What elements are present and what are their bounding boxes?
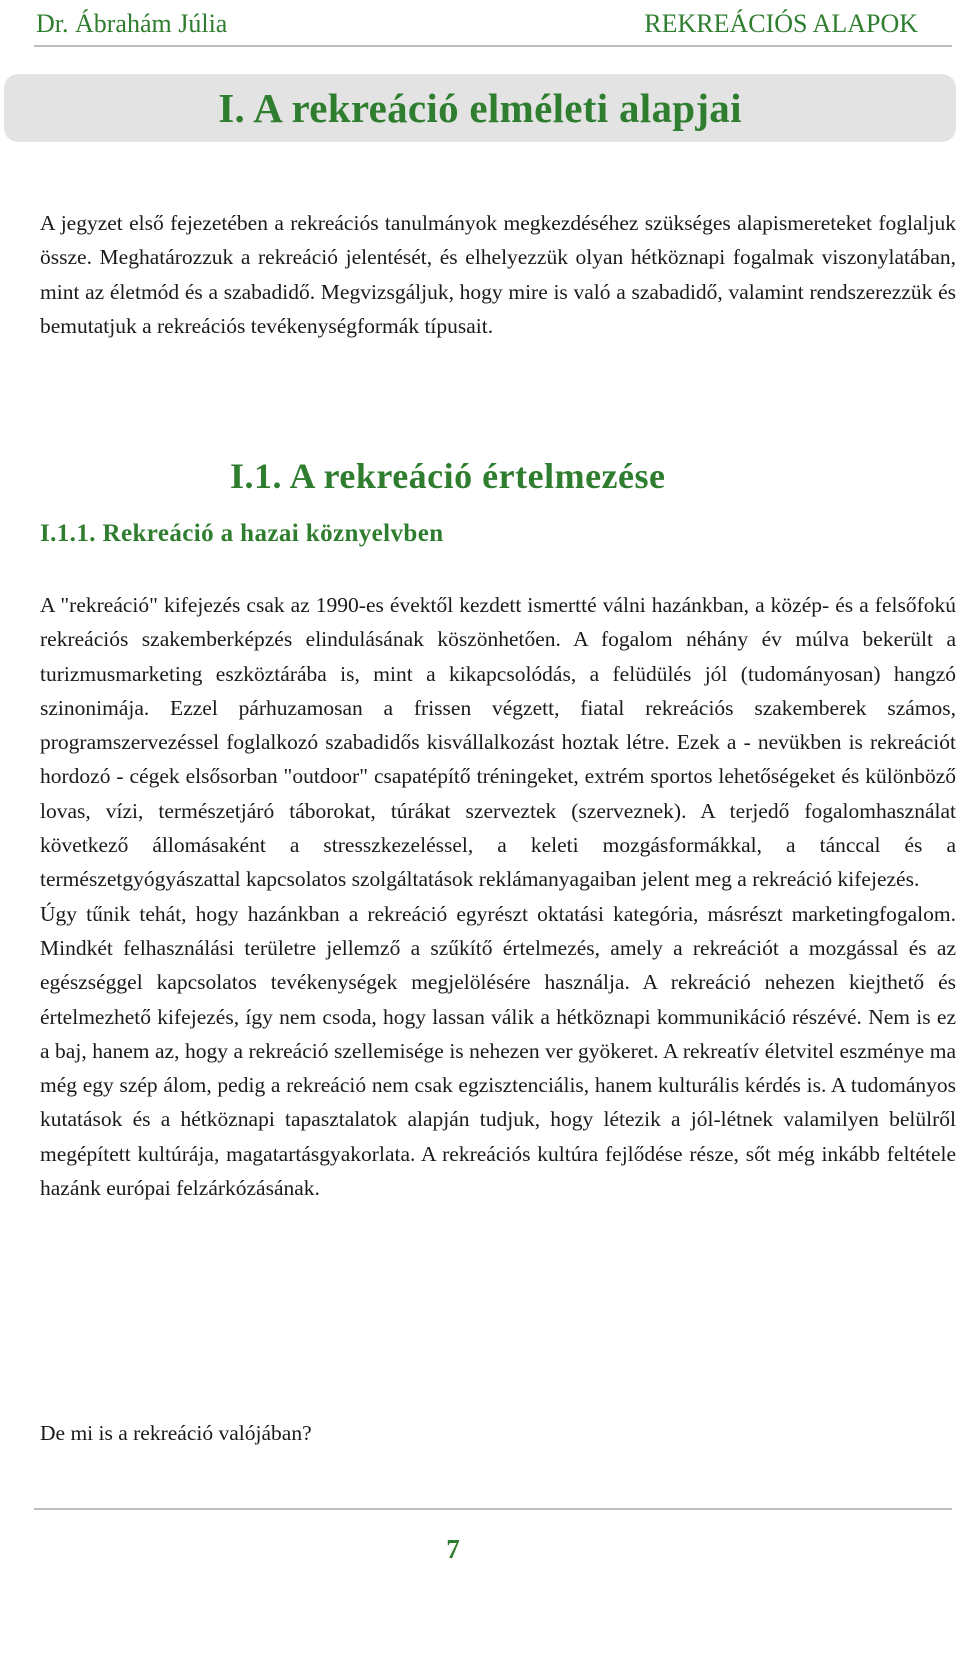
section-title: I.1. A rekreáció értelmezése bbox=[230, 456, 666, 496]
header-book-title: REKREÁCIÓS ALAPOK bbox=[644, 9, 918, 38]
footer-divider bbox=[34, 1508, 952, 1510]
body-paragraph: A "rekreáció" kifejezés csak az 1990-es évektől kezdett ismertté válni hazánkban, a közép- és a felsőfokú rekreációs szakemberképzés elindulásának köszönhetően. A fogalom néhány év múlva bekerült a turizmusmarketing eszköztárába is, mint a kikapcsolódás, a felüdülés jól (tudományosan) hangzó szinonimája. Ezzel párhuzamosan a frissen végzett, fiatal rekreációs szakemberek számos, programszervezéssel foglalkozó szabadidős kisvállalkozást hoztak létre. Ezek a - nevükben is rekreációt hordozó - cégek elsősorban "outdoor" csapatépítő tréningeket, extrém sportos lehetőségeket és különböző lovas, vízi, természetjáró táborokat, túrákat szerveztek (szerveznek). A terjedő fogalomhasználat következő állomásaként a stresszkezeléssel, a keleti mozgásformákkal, a tánccal és a természetgyógyászattal kapcsolatos szolgáltatások reklámanyagaiban jelent meg a rekreáció kifejezés. bbox=[40, 593, 956, 892]
subsection-title: I.1.1. Rekreáció a hazai köznyelvben bbox=[40, 520, 444, 547]
chapter-title: I. A rekreáció elméleti alapjai bbox=[218, 85, 742, 131]
running-header bbox=[36, 6, 918, 42]
chapter-title-band bbox=[4, 74, 956, 142]
intro-paragraph: A jegyzet első fejezetében a rekreációs tanulmányok megkezdéséhez szükséges alapismereteket foglaljuk össze. Meghatározzuk a rekreáció jelentését, és elhelyezzük olyan hétköznapi fogalmak viszonylatában, mint az életmód és a szabadidő. Megvizsgáljuk, hogy mire is való a szabadidő, valamint rendszerezzük és bemutatjuk a rekreációs tevékenységformák típusait. bbox=[40, 211, 956, 338]
main-text bbox=[40, 588, 956, 1205]
body-paragraph: Úgy tűnik tehát, hogy hazánkban a rekreáció egyrészt oktatási kategória, másrészt marketingfogalom. Mindkét felhasználási területre jellemző a szűkítő értelmezés, amely a rekreációt a mozgással és az egészséggel kapcsolatos tevékenységek megjelölésére használja. A rekreáció nehezen kiejthető és értelmezhető kifejezés, így nem csoda, hogy lassan válik a hétköznapi kommunikáció részévé. Nem is ez a baj, hanem az, hogy a rekreáció szellemisége is nehezen ver gyökeret. A rekreatív életvitel eszménye ma még egy szép álom, pedig a rekreáció nem csak egzisztenciális, hanem kulturális kérdés is. A tudományos kutatások és a hétköznapi tapasztalatok alapján tudjuk, hogy létezik a jól-létnek valamilyen belülről megépített kultúrája, magatartásgyakorlata. A rekreációs kultúra fejlődése része, sőt még inkább feltétele hazánk európai felzárkózásának. bbox=[40, 901, 956, 1201]
closing-question: De mi is a rekreáció valójában? bbox=[40, 1421, 312, 1445]
page-number: 7 bbox=[446, 1534, 460, 1564]
header-author: Dr. Ábrahám Júlia bbox=[36, 9, 228, 38]
header-divider bbox=[34, 45, 952, 47]
